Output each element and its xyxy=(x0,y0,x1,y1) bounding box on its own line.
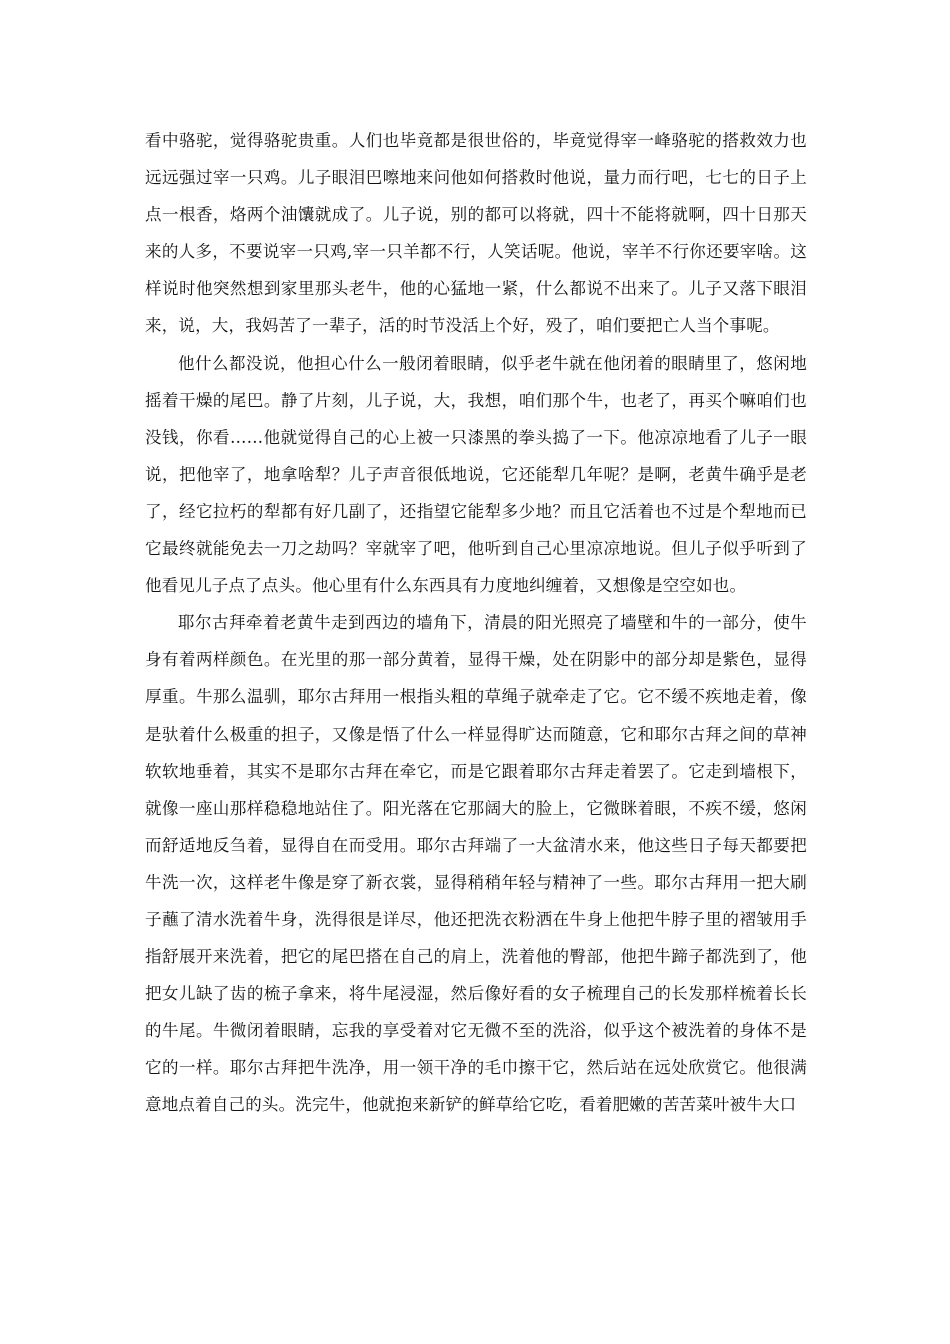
document-page xyxy=(145,122,807,1124)
paragraph-1: 看中骆驼，觉得骆驼贵重。人们也毕竟都是很世俗的，毕竟觉得宰一峰骆驼的搭救效力也远远强过宰一只鸡。儿子眼泪巴嚓地来问他如何搭救时他说，量力而行吧，七七的日子上点一根香，烙两个油馕就成了。儿子说，别的都可以将就，四十不能将就啊，四十日那天来的人多，不要说宰一只鸡,宰一只羊都不行，人笑话呢。他说，宰羊不行你还要宰啥。这样说时他突然想到家里那头老牛，他的心猛地一紧，什么都说不出来了。儿子又落下眼泪来，说，大，我妈苦了一辈子，活的时节没活上个好，殁了，咱们要把亡人当个事呢。 xyxy=(145,131,807,336)
paragraph-2: 他什么都没说，他担心什么一般闭着眼睛，似乎老牛就在他闭着的眼睛里了，悠闲地摇着干燥的尾巴。静了片刻，儿子说，大，我想，咱们那个牛，也老了，再买个嘛咱们也没钱，你看……他就觉得自己的心上被一只漆黑的拳头捣了一下。他凉凉地看了儿子一眼说，把他宰了，地拿啥犁？儿子声音很低地说，它还能犁几年呢？是啊，老黄牛确乎是老了，经它拉朽的犁都有好几副了，还指望它能犁多少地？而且它活着也不过是个犁地而已它最终就能免去一刀之劫吗？宰就宰了吧，他听到自己心里凉凉地说。但儿子似乎听到了他看见儿子点了点头。他心里有什么东西具有力度地纠缠着，又想像是空空如也。 xyxy=(145,353,807,596)
paragraph-3: 耶尔古拜牵着老黄牛走到西边的墙角下，清晨的阳光照亮了墙壁和牛的一部分，使牛身有着两样颜色。在光里的那一部分黄着，显得干燥，处在阴影中的部分却是紫色，显得厚重。牛那么温驯，耶尔古拜用一根指头粗的草绳子就牵走了它。它不缓不疾地走着，像是驮着什么极重的担子，又像是悟了什么一样显得旷达而随意，它和耶尔古拜之间的草神软软地垂着，其实不是耶尔古拜在牵它，而是它跟着耶尔古拜走着罢了。它走到墙根下，就像一座山那样稳稳地站住了。阳光落在它那阔大的脸上，它微眯着眼，不疾不缓，悠闲而舒适地反刍着，显得自在而受用。耶尔古拜端了一大盆清水来，他这些日子每天都要把牛洗一次，这样老牛像是穿了新衣裳，显得稍稍年轻与精神了一些。耶尔古拜用一把大刷子蘸了清水洗着牛身，洗得很是详尽，他还把洗衣粉洒在牛身上他把牛脖子里的褶皱用手指舒展开来洗着，把它的尾巴搭在自己的肩上，洗着他的臀部，他把牛蹄子都洗到了，他把女儿缺了齿的梳子拿来，将牛尾浸湿，然后像好看的女子梳理自己的长发那样梳着长长的牛尾。牛微闭着眼睛，忘我的享受着对它无微不至的洗浴，似乎这个被洗着的身体不是它的一样。耶尔古拜把牛洗净，用一领干净的毛巾擦干它，然后站在远处欣赏它。他很满意地点着自己的头。洗完牛，他就抱来新铲的鲜草给它吃，看着肥嫩的苦苦菜叶被牛大口 xyxy=(145,613,807,1115)
